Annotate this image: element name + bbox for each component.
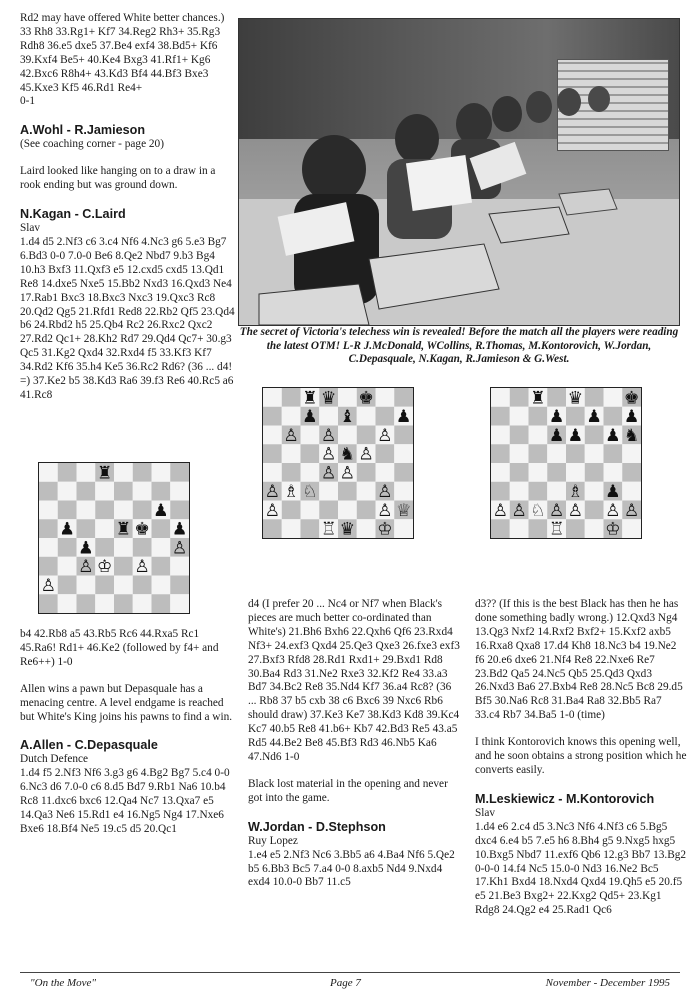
- game-title-leskiewicz-kontorovich: M.Leskiewicz - M.Kontorovich: [475, 791, 655, 806]
- dark-square: [170, 463, 189, 482]
- publication-name: "On the Move": [30, 977, 97, 989]
- light-square: [376, 388, 395, 407]
- light-square: [338, 426, 357, 445]
- light-square: [114, 576, 133, 595]
- dark-square: [585, 501, 604, 520]
- dark-square: [338, 482, 357, 501]
- black-pawn-icon: [586, 407, 601, 427]
- dark-square: [152, 594, 171, 613]
- dark-square: [58, 463, 77, 482]
- white-king-icon: [605, 520, 620, 539]
- white-bishop-icon: [283, 482, 298, 502]
- dark-square: [585, 426, 604, 445]
- commentary: Allen wins a pawn but Depasquale has a menacing centre. A level endgame is reached but White's King joins his pawns to find a win.: [20, 682, 233, 723]
- black-knight-icon: [624, 426, 639, 446]
- commentary: Laird looked like hanging on to a draw in a rook ending but was ground down.: [20, 165, 216, 192]
- light-square: [39, 538, 58, 557]
- black-pawn-icon: [396, 407, 411, 427]
- dark-square: [95, 538, 114, 557]
- light-square: [170, 482, 189, 501]
- light-square: [282, 519, 301, 538]
- light-square: [491, 426, 510, 445]
- black-pawn-icon: [624, 407, 639, 427]
- white-rook-icon: [549, 520, 564, 539]
- dark-square: [152, 482, 171, 501]
- light-square: [510, 407, 529, 426]
- white-pawn-icon: [377, 426, 392, 446]
- white-king-icon: [377, 520, 392, 539]
- black-pawn-icon: [605, 426, 620, 446]
- white-pawn-icon: [41, 576, 56, 596]
- light-square: [319, 407, 338, 426]
- dark-square: [566, 444, 585, 463]
- white-pawn-icon: [549, 501, 564, 521]
- game-title-wohl-jamieson: A.Wohl - R.Jamieson: [20, 123, 146, 138]
- light-square: [170, 557, 189, 576]
- dark-square: [491, 519, 510, 538]
- team-photo: [238, 18, 680, 326]
- white-knight-icon: [302, 482, 317, 502]
- black-pawn-icon: [605, 482, 620, 502]
- game-result: 0-1: [20, 95, 36, 108]
- black-queen-icon: [340, 520, 355, 539]
- dark-square: [566, 407, 585, 426]
- dark-square: [263, 407, 282, 426]
- white-pawn-icon: [321, 426, 336, 446]
- white-pawn-icon: [265, 482, 280, 502]
- chess-diagram-1: [38, 462, 190, 614]
- right-column: [475, 598, 687, 918]
- light-square: [338, 388, 357, 407]
- page-number: Page 7: [330, 977, 361, 989]
- light-square: [114, 501, 133, 520]
- light-square: [77, 576, 96, 595]
- light-square: [39, 501, 58, 520]
- commentary: Black lost material in the opening and never got into the game.: [248, 777, 448, 804]
- dark-square: [114, 594, 133, 613]
- light-square: [510, 444, 529, 463]
- dark-square: [376, 407, 395, 426]
- dark-square: [529, 444, 548, 463]
- game-moves-end: b4 42.Rb8 a5 43.Rb5 Rc6 44.Rxa5 Rc1 45.Ra6! Rd1+ 46.Ke2 (followed by f4+ and Re6++) 1-0: [20, 628, 219, 668]
- middle-column: [248, 598, 462, 890]
- dark-square: [510, 426, 529, 445]
- light-square: [95, 519, 114, 538]
- white-pawn-icon: [265, 501, 280, 521]
- dark-square: [133, 463, 152, 482]
- light-square: [585, 482, 604, 501]
- opening-name: Slav: [475, 806, 496, 819]
- dark-square: [39, 519, 58, 538]
- light-square: [510, 482, 529, 501]
- black-pawn-icon: [78, 538, 93, 558]
- dark-square: [282, 501, 301, 520]
- white-knight-icon: [530, 501, 545, 521]
- black-king-icon: [358, 388, 373, 408]
- black-pawn-icon: [549, 426, 564, 446]
- light-square: [319, 482, 338, 501]
- light-square: [301, 501, 320, 520]
- dark-square: [547, 388, 566, 407]
- dark-square: [394, 463, 413, 482]
- dark-square: [152, 519, 171, 538]
- light-square: [585, 519, 604, 538]
- commentary: I think Kontorovich knows this opening well, and he soon obtains a strong position which he converts easily.: [475, 736, 687, 776]
- black-pawn-icon: [568, 426, 583, 446]
- opening-name: Slav: [20, 222, 41, 235]
- dark-square: [133, 501, 152, 520]
- dark-square: [529, 407, 548, 426]
- light-square: [282, 444, 301, 463]
- dark-square: [301, 519, 320, 538]
- dark-square: [39, 594, 58, 613]
- dark-square: [282, 463, 301, 482]
- white-rook-icon: [321, 520, 336, 539]
- dark-square: [529, 519, 548, 538]
- black-king-icon: [134, 520, 149, 540]
- white-pawn-icon: [283, 426, 298, 446]
- black-pawn-icon: [59, 520, 74, 540]
- white-pawn-icon: [172, 538, 187, 558]
- dark-square: [510, 463, 529, 482]
- left-column-lower: [20, 628, 236, 837]
- game-moves: d3?? (If this is the best Black has then he has done something badly wrong.) 12.Qxd3 Ng4 13.Qg3 Nxf2 14.Rxf2 Bxf2+ 15.Kxf2 axb5 16.Rxa8 Qxa8 17.d4 Kh8 18.Nc3 b4 19.Ne2 f6 20.e6 dxe6 21.Nf4 Re8 22.Nxe6 Re7 23.Bd2 Qa5 24.Nc5 Qb5 25.Qd3 Qxd3 26.Nxd3 Ba6 27.Bxb4 Re8 28.Nc5 Bc8 29.d5 Bf5 30.Na6 Rc8 31.Ba4 Ra8 32.Bb5 Ra7 33.c4 Rb7 34.Ba5 1-0 (time): [475, 598, 683, 722]
- white-pawn-icon: [134, 557, 149, 577]
- light-square: [170, 594, 189, 613]
- light-square: [282, 407, 301, 426]
- light-square: [301, 426, 320, 445]
- white-pawn-icon: [624, 501, 639, 521]
- chess-diagram-2: [262, 387, 414, 539]
- light-square: [58, 594, 77, 613]
- dark-square: [77, 482, 96, 501]
- dark-square: [152, 557, 171, 576]
- dark-square: [114, 482, 133, 501]
- dark-square: [622, 463, 641, 482]
- game-title-jordan-stephson: W.Jordan - D.Stephson: [248, 819, 386, 834]
- black-rook-icon: [116, 520, 131, 540]
- white-pawn-icon: [321, 463, 336, 483]
- dark-square: [529, 482, 548, 501]
- dark-square: [357, 426, 376, 445]
- light-square: [376, 463, 395, 482]
- dark-square: [95, 501, 114, 520]
- light-square: [357, 407, 376, 426]
- dark-square: [77, 594, 96, 613]
- page-footer: [20, 972, 680, 993]
- black-rook-icon: [530, 388, 545, 408]
- dark-square: [39, 482, 58, 501]
- black-queen-icon: [321, 388, 336, 408]
- black-pawn-icon: [549, 407, 564, 427]
- black-pawn-icon: [302, 407, 317, 427]
- dark-square: [510, 388, 529, 407]
- light-square: [357, 519, 376, 538]
- game-continuation: Rd2 may have offered White better chances.) 33 Rh8 33.Rg1+ Kf7 34.Reg2 Rh3+ 35.Rg3 Rdh8 36.e5 dxe5 37.Be4 exf4 38.Bd5+ Kf6 39.Kxf4 Be5+ 40.Ke4 Bxg3 41.Rf1+ Kg6 42.Bxc6 R8h4+ 43.Kd3 Bf4 44.Bf3 Bxe3 45.Kxe3 Kf5 46.Rd1 Re4+: [20, 12, 225, 94]
- dark-square: [58, 576, 77, 595]
- light-square: [622, 482, 641, 501]
- dark-square: [133, 538, 152, 557]
- light-square: [357, 482, 376, 501]
- dark-square: [39, 557, 58, 576]
- dark-square: [170, 576, 189, 595]
- dark-square: [263, 444, 282, 463]
- light-square: [114, 463, 133, 482]
- black-rook-icon: [97, 463, 112, 483]
- light-square: [301, 463, 320, 482]
- dark-square: [357, 463, 376, 482]
- white-pawn-icon: [493, 501, 508, 521]
- dark-square: [282, 388, 301, 407]
- light-square: [95, 594, 114, 613]
- black-knight-icon: [340, 445, 355, 465]
- dark-square: [394, 426, 413, 445]
- dark-square: [301, 444, 320, 463]
- dark-square: [566, 519, 585, 538]
- light-square: [39, 463, 58, 482]
- light-square: [604, 388, 623, 407]
- light-square: [491, 463, 510, 482]
- dark-square: [491, 444, 510, 463]
- light-square: [152, 576, 171, 595]
- game-moves: 1.d4 d5 2.Nf3 c6 3.c4 Nf6 4.Nc3 g6 5.e3 Bg7 6.Bd3 0-0 7.0-0 Be6 8.Qe2 Nbd7 9.b3 Bg4 10.h3 Bxf3 11.Qxf3 e5 12.cxd5 cxd5 13.Qd1 Re8 14.dxe5 Nxe5 15.Bb2 Nxd3 16.Qxd3 Ne4 17.Rab1 Bxc3 18.Bxc3 Nxc3 19.Qxc3 Rc8 20.Qd2 Qg5 21.Rfd1 Red8 22.Rb2 Qf5 23.Qd4 b6 24.Rbd2 h5 25.Qb4 Rc2 26.Rxc2 Qxc2 27.Rd2 Qc1+ 28.Kh2 Rd7 29.Qd4 Qc7+ 30.g3 Qc5 31.Kg2 Qxd4 32.Rxd4 f5 33.Kf3 Kf7 34.Rd2 Kf6 35.h4 Ke5 36.Rc2 Rd6? (36 ... d4! =) 37.Ke2 b5 38.Kd3 Ra6 39.f3 Re6 40.Rc5 a6 41.Rc8: [20, 235, 235, 401]
- dark-square: [114, 557, 133, 576]
- black-pawn-icon: [172, 520, 187, 540]
- light-square: [547, 444, 566, 463]
- game-note: (See coaching corner - page 20): [20, 138, 164, 151]
- white-pawn-icon: [78, 557, 93, 577]
- opening-name: Dutch Defence: [20, 753, 89, 766]
- opening-name: Ruy Lopez: [248, 834, 298, 847]
- black-rook-icon: [302, 388, 317, 408]
- light-square: [622, 444, 641, 463]
- chess-diagram-3: [490, 387, 642, 539]
- black-bishop-icon: [340, 407, 355, 427]
- white-pawn-icon: [511, 501, 526, 521]
- dark-square: [170, 501, 189, 520]
- light-square: [133, 482, 152, 501]
- dark-square: [394, 388, 413, 407]
- game-title-allen-depasquale: A.Allen - C.Depasquale: [20, 738, 158, 753]
- light-square: [529, 426, 548, 445]
- dark-square: [319, 501, 338, 520]
- light-square: [58, 557, 77, 576]
- game-moves: 1.e4 e5 2.Nf3 Nc6 3.Bb5 a6 4.Ba4 Nf6 5.Qe2 b5 6.Bb3 Bc5 7.a4 0-0 8.axb5 Nd4 9.Nxd4 exd4 10.0-0 Bb7 11.c5: [248, 848, 455, 889]
- dark-square: [77, 519, 96, 538]
- light-square: [585, 444, 604, 463]
- dark-square: [95, 576, 114, 595]
- light-square: [152, 463, 171, 482]
- dark-square: [491, 482, 510, 501]
- light-square: [622, 519, 641, 538]
- black-pawn-icon: [153, 501, 168, 521]
- light-square: [394, 444, 413, 463]
- game-moves: d4 (I prefer 20 ... Nc4 or Nf7 when Black's pieces are much better co-ordinated than White's) 21.Bh6 Bxh6 22.Qxh6 Qf6 23.Rxd4 Nf3+ 24.exf3 Qxd4 25.Qe3 Qxe3 26.fxe3 exf3 27.Bxf3 Rfd8 28.Rd1 Rxd1+ 29.Bxd1 Rd8 30.Ba4 Rd3 31.Ne2 Rxe3 32.Kf2 Re4 33.a3 Bd7 34.Bc2 Re8 35.Nd4 Kf7 36.a4 Rc8? (36 ... Rb8 37 b5 cxb 38 c6 Bxc6 39 Nxc6 Rb6 should draw) 37.Ke3 Ke7 38.Kd3 Kd8 39.Kc4 Kc7 40.b5 Re8 41.b6+ Kb7 42.Bd3 Re5 43.a5 Rd5 44.Be2 Be8 45.Bf3 Rd3 46.Nb5 Ka6 47.Nd6 1-0: [248, 598, 460, 763]
- white-pawn-icon: [568, 501, 583, 521]
- light-square: [152, 538, 171, 557]
- white-pawn-icon: [605, 501, 620, 521]
- light-square: [604, 463, 623, 482]
- dark-square: [58, 538, 77, 557]
- white-pawn-icon: [340, 463, 355, 483]
- light-square: [394, 519, 413, 538]
- dark-square: [585, 388, 604, 407]
- light-square: [263, 388, 282, 407]
- dark-square: [357, 501, 376, 520]
- left-column: [20, 12, 236, 403]
- dark-square: [133, 576, 152, 595]
- issue-date: November - December 1995: [545, 977, 670, 989]
- white-pawn-icon: [358, 445, 373, 465]
- light-square: [547, 482, 566, 501]
- light-square: [77, 463, 96, 482]
- dark-square: [547, 463, 566, 482]
- white-pawn-icon: [377, 482, 392, 502]
- black-king-icon: [624, 388, 639, 408]
- white-pawn-icon: [321, 445, 336, 465]
- light-square: [529, 463, 548, 482]
- white-queen-icon: [396, 501, 411, 521]
- light-square: [338, 501, 357, 520]
- black-queen-icon: [568, 388, 583, 408]
- light-square: [510, 519, 529, 538]
- light-square: [133, 594, 152, 613]
- light-square: [491, 388, 510, 407]
- game-moves: 1.d4 f5 2.Nf3 Nf6 3.g3 g6 4.Bg2 Bg7 5.c4 0-0 6.Nc3 d6 7.0-0 c6 8.d5 Bd7 9.Rb1 Na6 10.b4 Rc8 11.dxc6 bxc6 12.Qa4 Nc7 13.Qxa7 e5 14.Qa3 Ne6 15.Rd1 e4 16.Ng5 Ng4 17.Nxe6 Bxe6 18.Bf4 Ne5 19.c5 d5 20.Qc1: [20, 767, 230, 835]
- white-bishop-icon: [568, 482, 583, 502]
- white-king-icon: [97, 557, 112, 577]
- light-square: [77, 501, 96, 520]
- game-moves: 1.d4 e6 2.c4 d5 3.Nc3 Nf6 4.Nf3 c6 5.Bg5 dxc4 6.e4 b5 7.e5 h6 8.Bh4 g5 9.Nxg5 hxg5 10.Bxg5 Nbd7 11.exf6 Qb6 12.g3 Bb7 13.Bg2 0-0-0 14.f4 Nc5 15.0-0 Nd3 16.Ne2 Bc5 17.Kh1 Bxd4 18.Nxd4 Qxd4 19.Qh5 e5 20.f5 e5 21.Be3 Bxg2+ 22.Kxg2 Qd5+ 23.Kg1 Rdg8 24.Qg2 e4 25.Rad1 Qc6: [475, 820, 687, 917]
- light-square: [566, 463, 585, 482]
- game-title-kagan-laird: N.Kagan - C.Laird: [20, 207, 126, 222]
- dark-square: [263, 519, 282, 538]
- light-square: [95, 482, 114, 501]
- dark-square: [491, 407, 510, 426]
- light-square: [58, 482, 77, 501]
- light-square: [394, 482, 413, 501]
- dark-square: [585, 463, 604, 482]
- light-square: [263, 463, 282, 482]
- light-square: [114, 538, 133, 557]
- white-pawn-icon: [377, 501, 392, 521]
- light-square: [263, 426, 282, 445]
- photo-caption: The secret of Victoria's telechess win is revealed! Before the match all the players were reading the latest OTM! L-R J.McDonald, WCollins, R.Thomas, M.Kontorovich, W.Jordan, C.Depasquale, N.Kagan, R.Jamieson & G.West.: [239, 326, 679, 366]
- dark-square: [604, 407, 623, 426]
- dark-square: [604, 444, 623, 463]
- dark-square: [58, 501, 77, 520]
- dark-square: [376, 444, 395, 463]
